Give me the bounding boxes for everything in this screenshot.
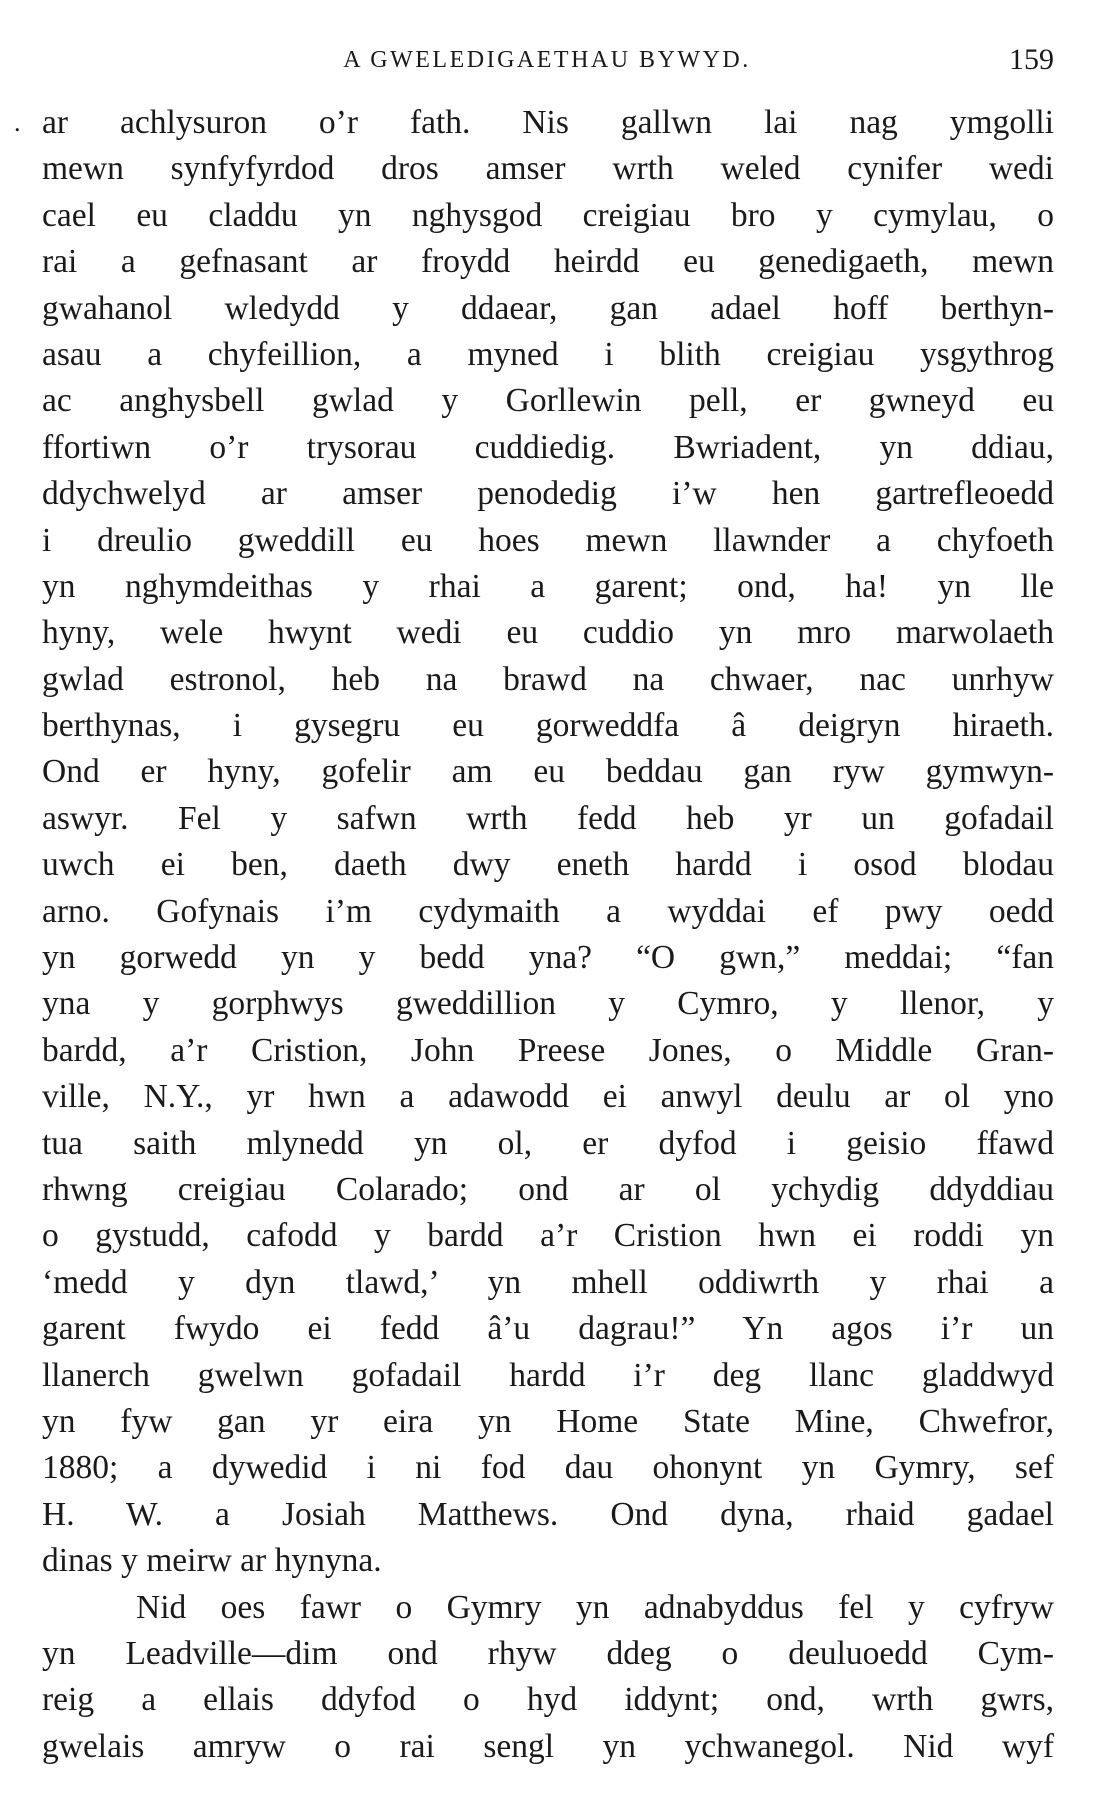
- text-line: i dreulio gweddill eu hoes mewn llawnder a chyfoeth: [42, 521, 1054, 559]
- text-line: ar achlysuron o’r fath. Nis gallwn lai nag ymgolli: [42, 104, 1054, 141]
- text-line: yn Leadville—dim ond rhyw ddeg o deuluoedd Cym-: [42, 1634, 1054, 1672]
- text-line: gwelais amryw o rai sengl yn ychwanegol. Nid wyf: [42, 1727, 1054, 1765]
- text-line: aswyr. Fel y safwn wrth fedd heb yr un gofadail: [42, 799, 1054, 837]
- text-line: Nid oes fawr o Gymry yn adnabyddus fel y cyfryw: [136, 1588, 1054, 1626]
- text-line: berthynas, i gysegru eu gorweddfa â deigryn hiraeth.: [42, 707, 1054, 745]
- text-line: cael eu claddu yn nghysgod creigiau bro y cymylau, o: [42, 196, 1054, 234]
- text-line: hyny, wele hwynt wedi eu cuddio yn mro marwolaeth: [42, 614, 1054, 652]
- text-line: Ond er hyny, gofelir am eu beddau gan ryw gymwyn-: [42, 753, 1054, 791]
- text-line: mewn synfyfyrdod dros amser wrth weled cynifer wedi: [42, 150, 1054, 188]
- paragraph-1: [42, 100, 1054, 1585]
- text-line: reig a ellais ddyfod o hyd iddynt; ond, wrth gwrs,: [42, 1681, 1054, 1719]
- text-line: 1880; a dywedid i ni fod dau ohonynt yn Gymry, sef: [42, 1449, 1054, 1487]
- running-header: [40, 40, 1054, 80]
- text-line: yn nghymdeithas y rhai a garent; ond, ha! yn lle: [42, 567, 1054, 605]
- body-text: [42, 100, 1054, 1770]
- text-line: gwahanol wledydd y ddaear, gan adael hoff berthyn-: [42, 289, 1054, 327]
- text-line: dinas y meirw ar hynyna.: [42, 1542, 382, 1580]
- text-line: garent fwydo ei fedd â’u dagrau!” Yn agos i’r un: [42, 1310, 1054, 1348]
- page-number: 159: [1009, 43, 1054, 76]
- text-line: tua saith mlynedd yn ol, er dyfod i geisio ffawd: [42, 1124, 1054, 1162]
- text-line: yna y gorphwys gweddillion y Cymro, y llenor, y: [42, 985, 1054, 1023]
- text-line: ffortiwn o’r trysorau cuddiedig. Bwriadent, yn ddiau,: [42, 428, 1054, 466]
- text-line: yn gorwedd yn y bedd yna? “O gwn,” meddai; “fan: [42, 939, 1054, 977]
- text-line: o gystudd, cafodd y bardd a’r Cristion hwn ei roddi yn: [42, 1217, 1054, 1255]
- running-title: A GWELEDIGAETHAU BYWYD.: [343, 47, 751, 73]
- text-line: ville, N.Y., yr hwn a adawodd ei anwyl deulu ar ol yno: [42, 1078, 1054, 1116]
- text-line: rai a gefnasant ar froydd heirdd eu genedigaeth, mewn: [42, 243, 1054, 281]
- text-line: H. W. a Josiah Matthews. Ond dyna, rhaid gadael: [42, 1495, 1054, 1533]
- text-line: ac anghysbell gwlad y Gorllewin pell, er gwneyd eu: [42, 382, 1054, 420]
- text-line: gwlad estronol, heb na brawd na chwaer, nac unrhyw: [42, 660, 1054, 698]
- paragraph-2: [42, 1585, 1054, 1771]
- text-line: llanerch gwelwn gofadail hardd i’r deg llanc gladdwyd: [42, 1356, 1054, 1394]
- text-line: arno. Gofynais i’m cydymaith a wyddai ef pwy oedd: [42, 892, 1054, 930]
- text-line: rhwng creigiau Colarado; ond ar ol ychydig ddyddiau: [42, 1170, 1054, 1208]
- text-line: yn fyw gan yr eira yn Home State Mine, Chwefror,: [42, 1402, 1054, 1440]
- text-line: asau a chyfeillion, a myned i blith creigiau ysgythrog: [42, 335, 1054, 373]
- text-line: bardd, a’r Cristion, John Preese Jones, o Middle Gran-: [42, 1031, 1054, 1069]
- text-line: ‘medd y dyn tlawd,’ yn mhell oddiwrth y rhai a: [42, 1263, 1054, 1301]
- stray-punctuation-mark: .: [14, 108, 21, 137]
- text-line: uwch ei ben, daeth dwy eneth hardd i osod blodau: [42, 846, 1054, 884]
- text-line: ddychwelyd ar amser penodedig i’w hen gartrefleoedd: [42, 475, 1054, 513]
